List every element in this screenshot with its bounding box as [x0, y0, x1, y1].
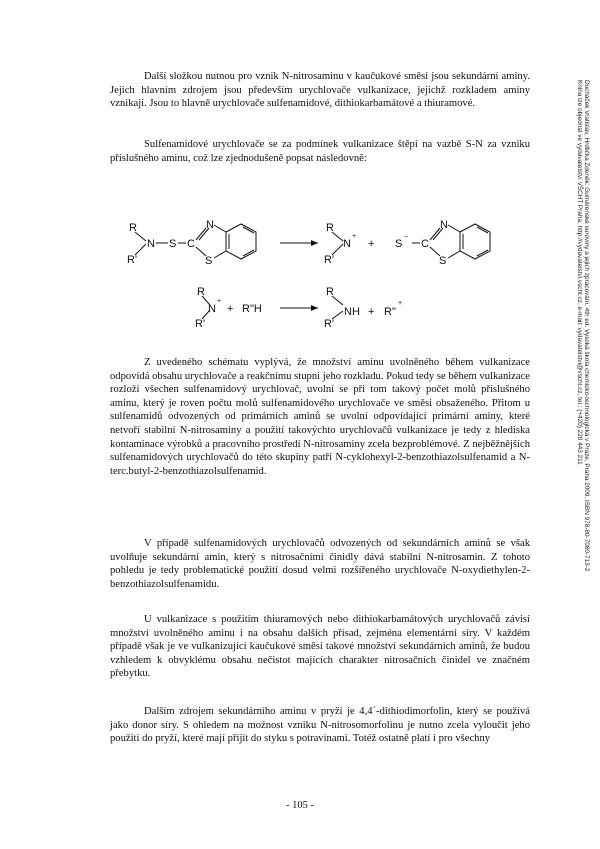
scheme-rh: R"H	[242, 303, 262, 315]
paragraph-4	[110, 537, 530, 591]
scheme-r-2: R	[326, 222, 334, 234]
scheme-n-ring-1: N	[206, 219, 214, 231]
side-citation-text	[576, 80, 590, 571]
scheme-charge-minus: −	[404, 234, 409, 241]
page-number: - 105 -	[286, 800, 314, 811]
side-citation-line-2: Kniha lze objednat ve vydavatelství VŠCHT Praha, http://vydavatelstvi.vscht.cz, e-mail: vydavatelstvi@vscht.cz, tel.: (+420) 220 443 211	[575, 80, 583, 465]
scheme-s-1: S	[169, 238, 177, 250]
paragraph-4-text: V případě sulfenamidových urychlovačů odvozených od sekundárních aminů se však uvolňuje sekundární amin, který s nitrosačními činidly dává stabilní N-nitrosamin. Z tohoto pohledu je tedy problematické použití dosud velmi rozšířeného urychlovače N-oxydiethylen-2-benzothiazolsulfenamidu.	[110, 538, 530, 590]
scheme-s-ring-1: S	[205, 255, 213, 267]
paragraph-2	[110, 138, 530, 165]
paragraph-2-text: Sulfenamidové urychlovače se za podmínek vulkanizace štěpí na vazbě S-N za vzniku příslušného aminu, což lze zjednodušeně popsat následovně:	[110, 139, 530, 164]
paragraph-3	[110, 356, 530, 478]
reaction-scheme	[110, 200, 530, 350]
scheme-n-3: N	[208, 303, 216, 315]
scheme-rprime-3: R'	[195, 318, 206, 330]
scheme-rdprime: R"	[384, 306, 396, 318]
scheme-charge-plus-1: +	[352, 233, 357, 240]
side-citation	[576, 80, 590, 600]
scheme-c-1: C	[187, 238, 195, 250]
paragraph-1	[110, 70, 530, 111]
scheme-n-1: N	[147, 238, 155, 250]
scheme-r-3: R	[197, 286, 205, 298]
scheme-plus-1: +	[368, 238, 375, 250]
scheme-nh: NH	[344, 306, 360, 318]
scheme-s-ring-2: S	[439, 255, 447, 267]
scheme-c-2: C	[421, 238, 429, 250]
scheme-plus-3: +	[368, 306, 375, 318]
scheme-charge-plus-3: +	[398, 300, 403, 307]
paragraph-6	[110, 705, 530, 746]
paragraph-3-text: Z uvedeného schématu vyplývá, že množství aminu uvolněného během vulkanizace odpovídá obsahu urychlovače a reakčnímu stupni jeho rozkladu. Pokud tedy se během vulkanizace rozloží všechen sulfenamidový urychlovač, uvolní se při tom takový počet molů příslušného aminu, který je roven počtu molů sulfenamidového urychlovače ve směsi obsaženého. Přitom u sulfenamidů odvozených od primárních aminů se uvolní odpovídající primární aminy, které netvoří stabilní N-nitrosaminy a použití takovýchto urychlovačů vulkanizace je tedy z hlediska kontaminace výrobků a pracovního prostředí N-nitrosaminy zcela bezproblémové. Z nejběžnějších sulfenamidových urychlovačů do této skupiny patří N-cyklohexyl-2-benzothiazolsulfenamid a N-terc.butyl-2-benzothiazolsulfenamid.	[110, 357, 530, 477]
scheme-rprime-4: R'	[324, 318, 335, 330]
scheme-r-1: R	[129, 222, 137, 234]
scheme-n-2: N	[343, 238, 351, 250]
paragraph-5-text: U vulkanizace s použitím thiuramových nebo dithiokarbamátových urychlovačů závisí množství uvolněného aminu i na obsahu dalších přísad, zejména elementární síry. V každém případě však je ve vulkanizující kaučukové směsi takové množství sekundárních aminů, že budou vzhledem k obvyklému obsahu nečistot majících charakter nitrosačních činidel ve značném přebytku.	[110, 614, 530, 680]
scheme-plus-2: +	[227, 303, 234, 315]
paragraph-1-text: Další složkou nutnou pro vznik N-nitrosaminu v kaučukové směsi jsou sekundární aminy. Jejich hlavním zdrojem jsou především urychlovače vulkanizace, jejichž rozkladem aminy vznikají. Jsou to hlavně urychlovače sulfenamidové, dithiokarbamátové a thiuramové.	[110, 71, 530, 110]
scheme-s-2: S	[395, 238, 403, 250]
side-citation-line-1: Ducháček Vratislav, Hrdlička Zdeněk: Gumárenské suroviny a jejich zpracování. 4th ed. Vysoká škola chemicko-technologická v Praze, Praha 2009. ISBN 978-80-7080-713-2	[583, 80, 590, 572]
scheme-n-ring-2: N	[440, 219, 448, 231]
paragraph-6-text: Dalším zdrojem sekundárního aminu v pryži je 4,4´-dithiodimorfolin, který se používá jako donor síry. S ohledem na možnost vzniku N-nitrosomorfolinu je nutno zcela vyloučit jeho použití do pryží, které mají přijít do styku s potravinami. Totéž ostatně platí i pro všechny	[110, 706, 530, 745]
scheme-charge-plus-2: +	[217, 298, 222, 305]
paragraph-5	[110, 613, 530, 681]
scheme-rprime-2: R'	[324, 254, 335, 266]
scheme-rprime-1: R'	[127, 254, 138, 266]
scheme-r-4: R	[326, 286, 334, 298]
